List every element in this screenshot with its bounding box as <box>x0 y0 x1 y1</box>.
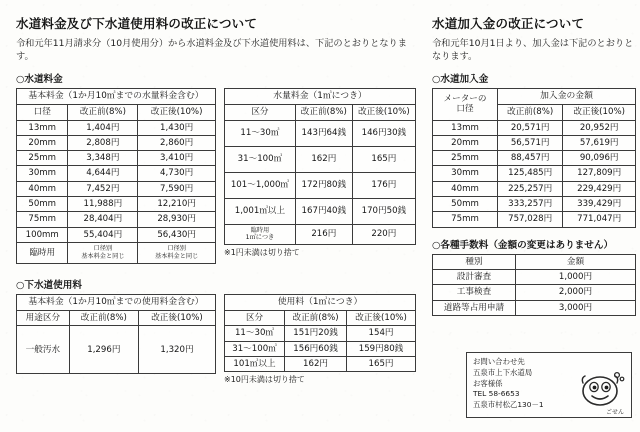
cell-temporary-after: 口径別 基本料金と同じ <box>138 243 216 264</box>
col-header-after: 改正後(10%) <box>352 105 415 120</box>
table-row <box>433 181 636 196</box>
table-row <box>17 227 216 242</box>
section-heading-misc-fees: ○各種手数料（金額の変更はありません） <box>432 239 614 251</box>
cell-after: 771,047円 <box>563 212 636 227</box>
table-row <box>225 326 416 341</box>
cell-after: 1,320円 <box>138 326 215 374</box>
col-header-before: 改正前(8%) <box>295 105 352 120</box>
table-row <box>225 198 416 224</box>
table-row <box>17 135 216 150</box>
spacer <box>432 228 636 237</box>
cell-category: 11～30㎥ <box>225 120 296 146</box>
cell-diameter: 75mm <box>17 212 68 227</box>
table-row <box>225 172 416 198</box>
cell-before: 151円20銭 <box>285 326 347 341</box>
table-row <box>225 341 416 356</box>
table-row <box>225 120 416 146</box>
cell-diameter: 50mm <box>433 197 498 212</box>
contact-box <box>466 352 632 418</box>
cell-temporary-before: 216円 <box>295 224 352 245</box>
cell-before: 162円 <box>285 357 347 372</box>
cell-before: 7,452円 <box>68 181 138 196</box>
cell-after: 339,429円 <box>563 197 636 212</box>
temporary-label-text: 臨時用 <box>250 226 270 234</box>
cell-before: 20,571円 <box>498 120 563 135</box>
col-header-fee-amount: 金額 <box>516 254 636 269</box>
cell-before: 1,296円 <box>69 326 138 374</box>
cell-before: 125,485円 <box>498 166 563 181</box>
caption-join-amount: 加入金の金額 <box>498 88 636 105</box>
table-sewer-basic-fee <box>16 294 216 375</box>
table-row <box>433 212 636 227</box>
cell-before: 167円40銭 <box>295 198 352 224</box>
col-header-usage-type: 用途区分 <box>17 311 70 326</box>
table-row <box>17 88 216 105</box>
cell-category: 101㎥以上 <box>225 357 285 372</box>
cell-after: 2,860円 <box>138 135 216 150</box>
cell-before: 1,404円 <box>68 120 138 135</box>
page-title-join-fee: 水道加入金の改正について <box>432 16 585 31</box>
col-header-category: 区分 <box>225 311 285 326</box>
cell-diameter: 20mm <box>17 135 68 150</box>
page-title-water-rates: 水道料金及び下水道使用料の改正について <box>16 16 258 31</box>
table-water-basic-fee <box>16 88 216 264</box>
contact-office: 五泉市上下水道局 <box>473 367 533 377</box>
left-column <box>16 14 420 385</box>
cell-fee-type: 工事検査 <box>433 285 516 300</box>
section-heading-sewer-fee: ○下水道使用料 <box>16 279 82 291</box>
table-row <box>17 105 216 120</box>
cell-before: 156円60銭 <box>285 341 347 356</box>
cell-before: 4,644円 <box>68 166 138 181</box>
table-row <box>17 294 216 311</box>
caption-sewer-basic: 基本料金（1か月10㎥までの使用料金含む） <box>17 294 216 311</box>
cell-before: 162円 <box>295 146 352 172</box>
table-row <box>433 197 636 212</box>
lead-text-water-rates: 令和元年11月請求分（10月使用分）から水道料金及び下水道使用料は、下記のとおりとなります。 <box>16 38 407 63</box>
cell-category: 11～30㎥ <box>225 326 285 341</box>
section-heading-water-fee: ○水道料金 <box>16 73 63 85</box>
table-row <box>17 311 216 326</box>
cell-category: 1,001㎥以上 <box>225 198 296 224</box>
caption-sewer-usage: 使用料（1㎥につき） <box>225 294 416 311</box>
table-sewer-usage-fee <box>224 294 416 373</box>
cell-category: 101～1,000㎥ <box>225 172 296 198</box>
cell-fee-amount: 2,000円 <box>516 285 636 300</box>
table-row <box>17 181 216 196</box>
table-water-volume-fee <box>224 88 416 245</box>
cell-diameter: 30mm <box>17 166 68 181</box>
table-row <box>17 151 216 166</box>
cell-diameter: 50mm <box>17 197 68 212</box>
cell-after: 165円 <box>347 357 416 372</box>
cell-before: 56,571円 <box>498 135 563 150</box>
temporary-label-sub: 1㎥につき <box>245 234 275 242</box>
lead-text-join-fee: 令和元年10月1日より、加入金は下記のとおりとなります。 <box>432 38 634 63</box>
sewer-usage-wrap <box>224 294 416 386</box>
cell-after: 165円 <box>352 146 415 172</box>
cell-fee-amount: 1,000円 <box>516 270 636 285</box>
cell-after: 4,730円 <box>138 166 216 181</box>
cell-diameter: 25mm <box>17 151 68 166</box>
cell-after: 146円30銭 <box>352 120 415 146</box>
cell-before: 225,257円 <box>498 181 563 196</box>
cell-after: 154円 <box>347 326 416 341</box>
table-row <box>433 300 636 315</box>
cell-before: 2,808円 <box>68 135 138 150</box>
table-row <box>17 166 216 181</box>
cell-fee-amount: 3,000円 <box>516 300 636 315</box>
cell-after: 56,430円 <box>138 227 216 242</box>
cell-after: 57,619円 <box>563 135 636 150</box>
water-tables-row <box>16 88 420 264</box>
section-heading-join-fee: ○水道加入金 <box>432 73 489 85</box>
col-header-before: 改正前(8%) <box>498 105 563 120</box>
table-misc-fees <box>432 254 636 316</box>
cell-before: 55,404円 <box>68 227 138 242</box>
table-row <box>17 212 216 227</box>
cell-diameter: 75mm <box>433 212 498 227</box>
cell-fee-type: 設計審査 <box>433 270 516 285</box>
table-row <box>225 146 416 172</box>
table-row <box>225 357 416 372</box>
cell-after: 176円 <box>352 172 415 198</box>
col-header-before: 改正前(8%) <box>68 105 138 120</box>
col-header-before: 改正前(8%) <box>69 311 138 326</box>
cell-after: 170円50銭 <box>352 198 415 224</box>
cell-temporary-before: 口径別 基本料金と同じ <box>68 243 138 264</box>
contact-address: 五泉市村松乙130－1 <box>473 400 544 410</box>
cell-before: 28,404円 <box>68 212 138 227</box>
table-row <box>433 285 636 300</box>
table-row <box>225 105 416 120</box>
cell-diameter: 20mm <box>433 135 498 150</box>
cell-after: 127,809円 <box>563 166 636 181</box>
contact-telephone: TEL 58-6653 <box>473 389 520 399</box>
table-row <box>225 294 416 311</box>
cell-after: 20,952円 <box>563 120 636 135</box>
table-row <box>433 270 636 285</box>
contact-label: お問い合わせ先 <box>473 357 525 366</box>
cell-usage-type: 一般汚水 <box>17 326 70 374</box>
cell-before: 757,028円 <box>498 212 563 227</box>
cell-after: 229,429円 <box>563 181 636 196</box>
cell-after: 90,096円 <box>563 151 636 166</box>
cell-diameter: 30mm <box>433 166 498 181</box>
cell-before: 3,348円 <box>68 151 138 166</box>
table-row-temporary <box>17 243 216 264</box>
col-header-diameter: 口径 <box>17 105 68 120</box>
cell-before: 11,988円 <box>68 197 138 212</box>
cell-before: 333,257円 <box>498 197 563 212</box>
spacer <box>16 264 420 277</box>
table-row <box>17 120 216 135</box>
table-water-join-fee <box>432 88 636 228</box>
cell-diameter: 40mm <box>17 181 68 196</box>
cell-diameter: 25mm <box>433 151 498 166</box>
table-row <box>433 151 636 166</box>
table-row <box>225 88 416 105</box>
table-row <box>433 135 636 150</box>
table-row <box>17 197 216 212</box>
right-column <box>432 14 636 316</box>
col-header-after: 改正後(10%) <box>563 105 636 120</box>
cell-category: 31～100㎥ <box>225 341 285 356</box>
cell-temporary-after: 220円 <box>352 224 415 245</box>
cell-diameter: 13mm <box>433 120 498 135</box>
col-header-after: 改正後(10%) <box>138 105 216 120</box>
col-header-meter-diameter: メーターの 口径 <box>433 88 498 120</box>
cell-after: 3,410円 <box>138 151 216 166</box>
cell-before: 143円64銭 <box>295 120 352 146</box>
cell-before: 172円80銭 <box>295 172 352 198</box>
cell-after: 7,590円 <box>138 181 216 196</box>
cell-after: 159円80銭 <box>347 341 416 356</box>
table-row <box>17 326 216 374</box>
cell-before: 88,457円 <box>498 151 563 166</box>
cell-diameter: 100mm <box>17 227 68 242</box>
table-row <box>225 311 416 326</box>
cell-diameter: 40mm <box>433 181 498 196</box>
caption-basic-fee: 基本料金（1か月10㎥までの水量料金含む） <box>17 88 216 105</box>
cell-after: 28,930円 <box>138 212 216 227</box>
contact-department: お客様係 <box>473 378 503 388</box>
note-water-rounding: ※1円未満は切り捨て <box>224 248 300 258</box>
note-sewer-rounding: ※10円未満は切り捨て <box>224 375 305 385</box>
sewer-tables-row <box>16 294 420 386</box>
cell-category: 31～100㎥ <box>225 146 296 172</box>
cell-diameter: 13mm <box>17 120 68 135</box>
cell-after: 1,430円 <box>138 120 216 135</box>
mascot-label: ごせん <box>605 409 624 416</box>
table-row <box>433 166 636 181</box>
table-row-temporary <box>225 224 416 245</box>
col-header-fee-type: 種別 <box>433 254 516 269</box>
col-header-after: 改正後(10%) <box>138 311 215 326</box>
caption-volume-fee: 水量料金（1㎥につき） <box>225 88 416 105</box>
cell-after: 12,210円 <box>138 197 216 212</box>
table-row <box>433 254 636 269</box>
col-header-before: 改正前(8%) <box>285 311 347 326</box>
cell-temporary-label: 臨時用 <box>17 243 68 264</box>
col-header-after: 改正後(10%) <box>347 311 416 326</box>
cell-temporary-label <box>225 224 296 245</box>
volume-table-wrap <box>224 88 416 258</box>
cell-fee-type: 道路等占用申請 <box>433 300 516 315</box>
table-row <box>433 120 636 135</box>
table-row <box>433 88 636 105</box>
col-header-category: 区分 <box>225 105 296 120</box>
